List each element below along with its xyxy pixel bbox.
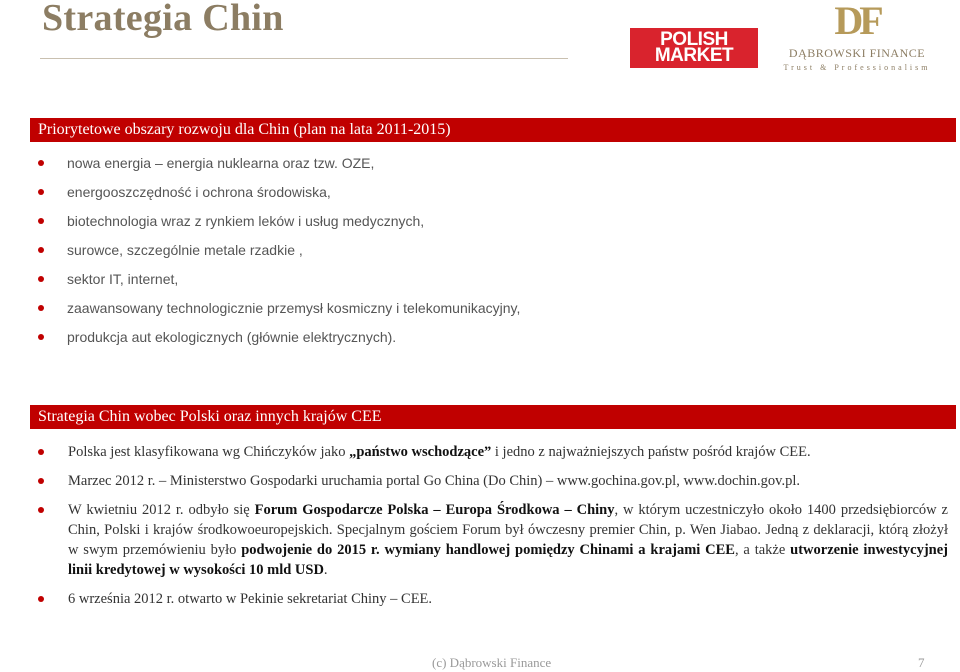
page-title: Strategia Chin xyxy=(42,0,284,39)
polish-market-logo-line1: POLISH xyxy=(660,29,728,50)
priority-areas-list xyxy=(38,153,520,356)
bullet-icon xyxy=(38,160,44,166)
bullet-icon xyxy=(38,334,44,340)
bullet-icon xyxy=(38,449,44,455)
bullet-icon xyxy=(38,218,44,224)
list-item: nowa energia – energia nuklearna oraz tzw. OZE, xyxy=(38,153,520,182)
china-strategy-list xyxy=(38,442,948,618)
list-item: Marzec 2012 r. – Ministerstwo Gospodarki uruchamia portal Go China (Do Chin) – www.gochina.gov.pl, www.dochin.gov.pl. xyxy=(38,471,948,491)
list-item: 6 września 2012 r. otwarto w Pekinie sekretariat Chiny – CEE. xyxy=(38,589,948,609)
bullet-icon xyxy=(38,305,44,311)
list-item: surowce, szczególnie metale rzadkie , xyxy=(38,240,520,269)
list-item: zaawansowany technologicznie przemysł kosmiczny i telekomunikacyjny, xyxy=(38,298,520,327)
bullet-icon xyxy=(38,189,44,195)
bullet-icon xyxy=(38,596,44,602)
list-item: sektor IT, internet, xyxy=(38,269,520,298)
title-divider xyxy=(40,58,568,59)
df-monogram: DF xyxy=(834,0,880,43)
section2-heading: Strategia Chin wobec Polski oraz innych krajów CEE xyxy=(30,405,956,429)
list-item: Polska jest klasyfikowana wg Chińczyków jako „państwo wschodzące” i jedno z najważniejszych państw pośród krajów CEE. xyxy=(38,442,948,462)
list-item: energooszczędność i ochrona środowiska, xyxy=(38,182,520,211)
list-item: biotechnologia wraz z rynkiem leków i usług medycznych, xyxy=(38,211,520,240)
bullet-icon xyxy=(38,276,44,282)
list-item: W kwietniu 2012 r. odbyło się Forum Gospodarcze Polska – Europa Środkowa – Chiny, w którym uczestniczyło około 1400 przedsiębiorców z Chin, Polski i krajów środkowoeuropejskich. Specjalnym gościem Forum był ówczesny premier Chin, p. Wen Jiabao. Jedną z deklaracji, którą złożył w swym przemówieniu było podwojenie do 2015 r. wymiany handlowej pomiędzy Chinami a krajami CEE, a także utworzenie inwestycyjnej linii kredytowej w wysokości 10 mld USD. xyxy=(38,500,948,580)
polish-market-logo-line2: MARKET xyxy=(654,45,734,66)
df-company-name: DĄBROWSKI FINANCE xyxy=(788,46,926,60)
page-number: 7 xyxy=(918,655,925,670)
bullet-icon xyxy=(38,478,44,484)
bullet-icon xyxy=(38,507,44,513)
section1-heading: Priorytetowe obszary rozwoju dla Chin (plan na lata 2011-2015) xyxy=(30,118,956,142)
polish-market-logo xyxy=(630,28,758,68)
bullet-icon xyxy=(38,247,44,253)
df-tagline: Trust & Professionalism xyxy=(783,63,931,72)
dabrowski-finance-logo xyxy=(782,2,932,74)
list-item: produkcja aut ekologicznych (głównie elektrycznych). xyxy=(38,327,520,356)
footer-copyright: (c) Dąbrowski Finance xyxy=(432,655,552,670)
